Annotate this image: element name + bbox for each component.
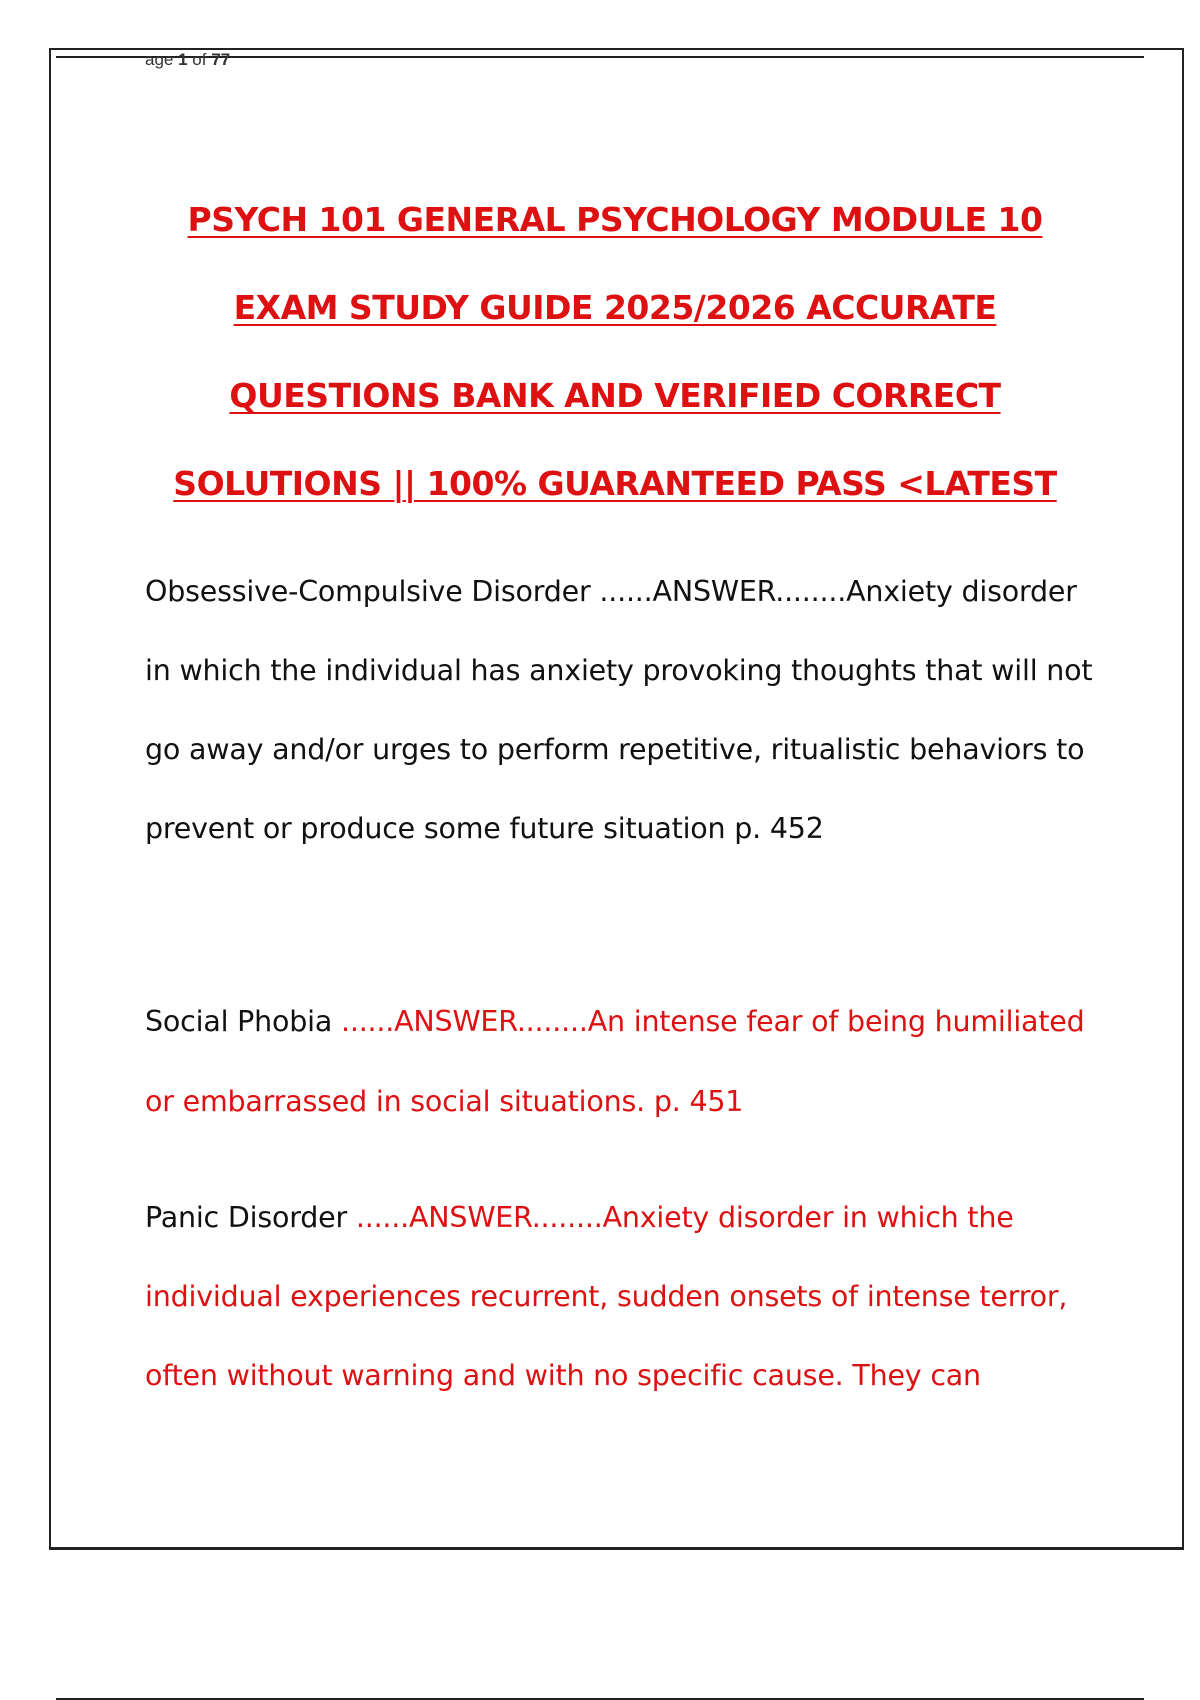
entry-answer-separator: ......ANSWER........ xyxy=(599,575,847,608)
entry-answer-separator: ......ANSWER........ xyxy=(340,1005,588,1038)
title-line: PSYCH 101 GENERAL PSYCHOLOGY MODULE 10 xyxy=(187,200,1043,239)
page-number: age 1 of 77 xyxy=(145,50,231,69)
title-line: QUESTIONS BANK AND VERIFIED CORRECT xyxy=(229,376,1001,415)
qa-entry-social-phobia xyxy=(145,982,1105,1142)
entry-term: Social Phobia xyxy=(145,1005,341,1038)
title-line: EXAM STUDY GUIDE 2025/2026 ACCURATE xyxy=(233,288,997,327)
document-title xyxy=(90,176,1140,528)
entry-definition: Anxiety disorder in which the individual has anxiety provoking thoughts that will not go away and/or urges to perform repetitive, ritualistic behaviors to prevent or produce some future situation p. 452 xyxy=(145,575,1093,845)
page-total: 77 xyxy=(211,50,231,69)
qa-entry-panic-disorder xyxy=(145,1178,1105,1415)
page-current: 1 xyxy=(178,50,188,69)
qa-entry-ocd xyxy=(145,552,1105,868)
entry-definition: An intense fear of being humiliated or embarrassed in social situations. p. 451 xyxy=(145,1005,1085,1118)
entry-term: Panic Disorder xyxy=(145,1201,356,1234)
title-line: SOLUTIONS || 100% GUARANTEED PASS <LATEST xyxy=(173,464,1057,503)
entry-term: Obsessive-Compulsive Disorder xyxy=(145,575,600,608)
entry-answer-separator: ......ANSWER........ xyxy=(355,1201,603,1234)
entry-definition: Anxiety disorder in which the individual experiences recurrent, sudden onsets of intense terror, often without warning and with no specific cause. They can xyxy=(145,1201,1068,1392)
